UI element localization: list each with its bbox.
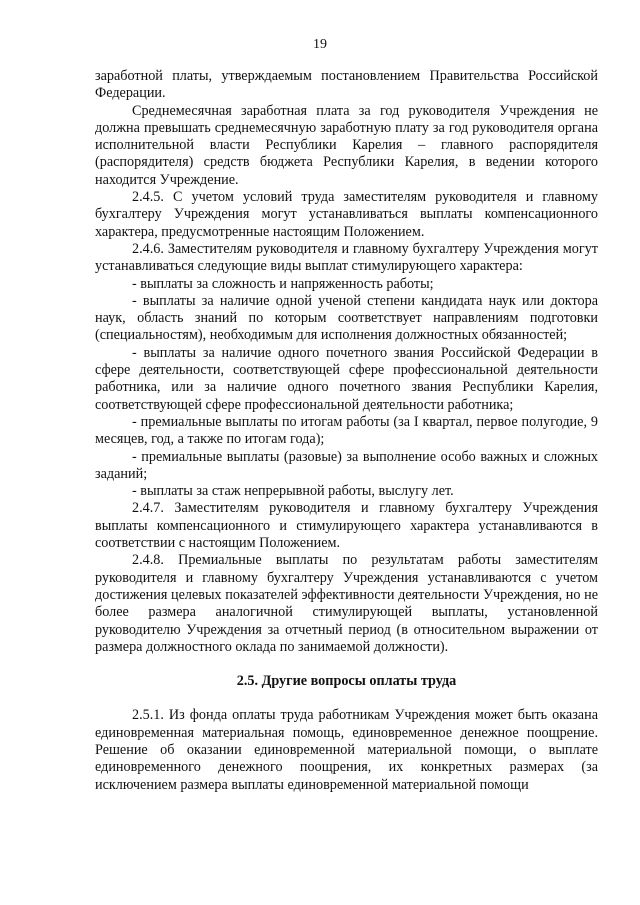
paragraph-group-top: [95, 68, 598, 656]
paragraph-group-bottom: [95, 707, 598, 793]
page-number: 19: [313, 37, 327, 52]
list-item-complexity: - выплаты за сложность и напряженность работы;: [132, 275, 434, 292]
list-item-seniority: - выплаты за стаж непрерывной работы, выслугу лет.: [132, 483, 454, 500]
paragraph-wage-decree: заработной платы, утверждаемым постановлением Правительства Российской Федерации.: [95, 68, 598, 102]
paragraph-2-4-5: 2.4.5. С учетом условий труда заместителям руководителя и главному бухгалтеру Учреждения могут устанавливаться выплаты компенсационного характера, предусмотренные настоящим Положением.: [95, 189, 598, 240]
list-item-academic-degree: - выплаты за наличие одной ученой степени кандидата наук или доктора наук, область знаний по которым соответствует направлениям подготовки (специальностям), необходимым для исполнения должностных обязанностей;: [95, 292, 598, 344]
paragraph-average-salary: Среднемесячная заработная плата за год руководителя Учреждения не должна превышать среднемесячную заработную плату за год руководителя органа исполнительной власти Республики Карелия – главного распорядителя (распорядителя) средств бюджета Республики Карелия, в ведении которого находится Учреждение.: [95, 102, 598, 188]
paragraph-2-4-6: 2.4.6. Заместителям руководителя и главному бухгалтеру Учреждения могут устанавливаться следующие виды выплат стимулирующего характера:: [95, 240, 598, 275]
paragraph-2-5-1: 2.5.1. Из фонда оплаты труда работникам Учреждения может быть оказана единовременная материальная помощь, единовременное денежное поощрение. Решение об оказании единовременной материальной помощи, о выплате единовременного денежного поощрения, их конкретных размерах (за исключением размера выплаты единовременной материальной помощи: [95, 707, 598, 793]
list-item-bonus-one-time: - премиальные выплаты (разовые) за выполнение особо важных и сложных заданий;: [95, 448, 598, 482]
paragraph-2-4-7: 2.4.7. Заместителям руководителя и главному бухгалтеру Учреждения выплаты компенсационного и стимулирующего характера устанавливаются в соответствии с настоящим Положением.: [95, 500, 598, 552]
list-item-bonus-results: - премиальные выплаты по итогам работы (за I квартал, первое полугодие, 9 месяцев, год, а также по итогам года);: [95, 413, 598, 448]
list-item-honorary-title: - выплаты за наличие одного почетного звания Российской Федерации в сфере деятельности, соответствующей сфере профессиональной деятельности работника, или за наличие одного почетного звания Республики Карелия, соответствующей сфере профессиональной деятельности работника;: [95, 344, 598, 413]
paragraph-2-4-8: 2.4.8. Премиальные выплаты по результатам работы заместителям руководителя и главному бухгалтеру Учреждения устанавливаются с учетом достижения целевых показателей эффективности деятельности Учреждения, но не более размера аналогичной стимулирующей выплаты, установленной руководителю Учреждения за отчетный период (в относительном выражении от размера должностного оклада по занимаемой должности).: [95, 552, 598, 655]
document-body: [95, 68, 598, 794]
section-heading: 2.5. Другие вопросы оплаты труда: [236, 673, 457, 690]
